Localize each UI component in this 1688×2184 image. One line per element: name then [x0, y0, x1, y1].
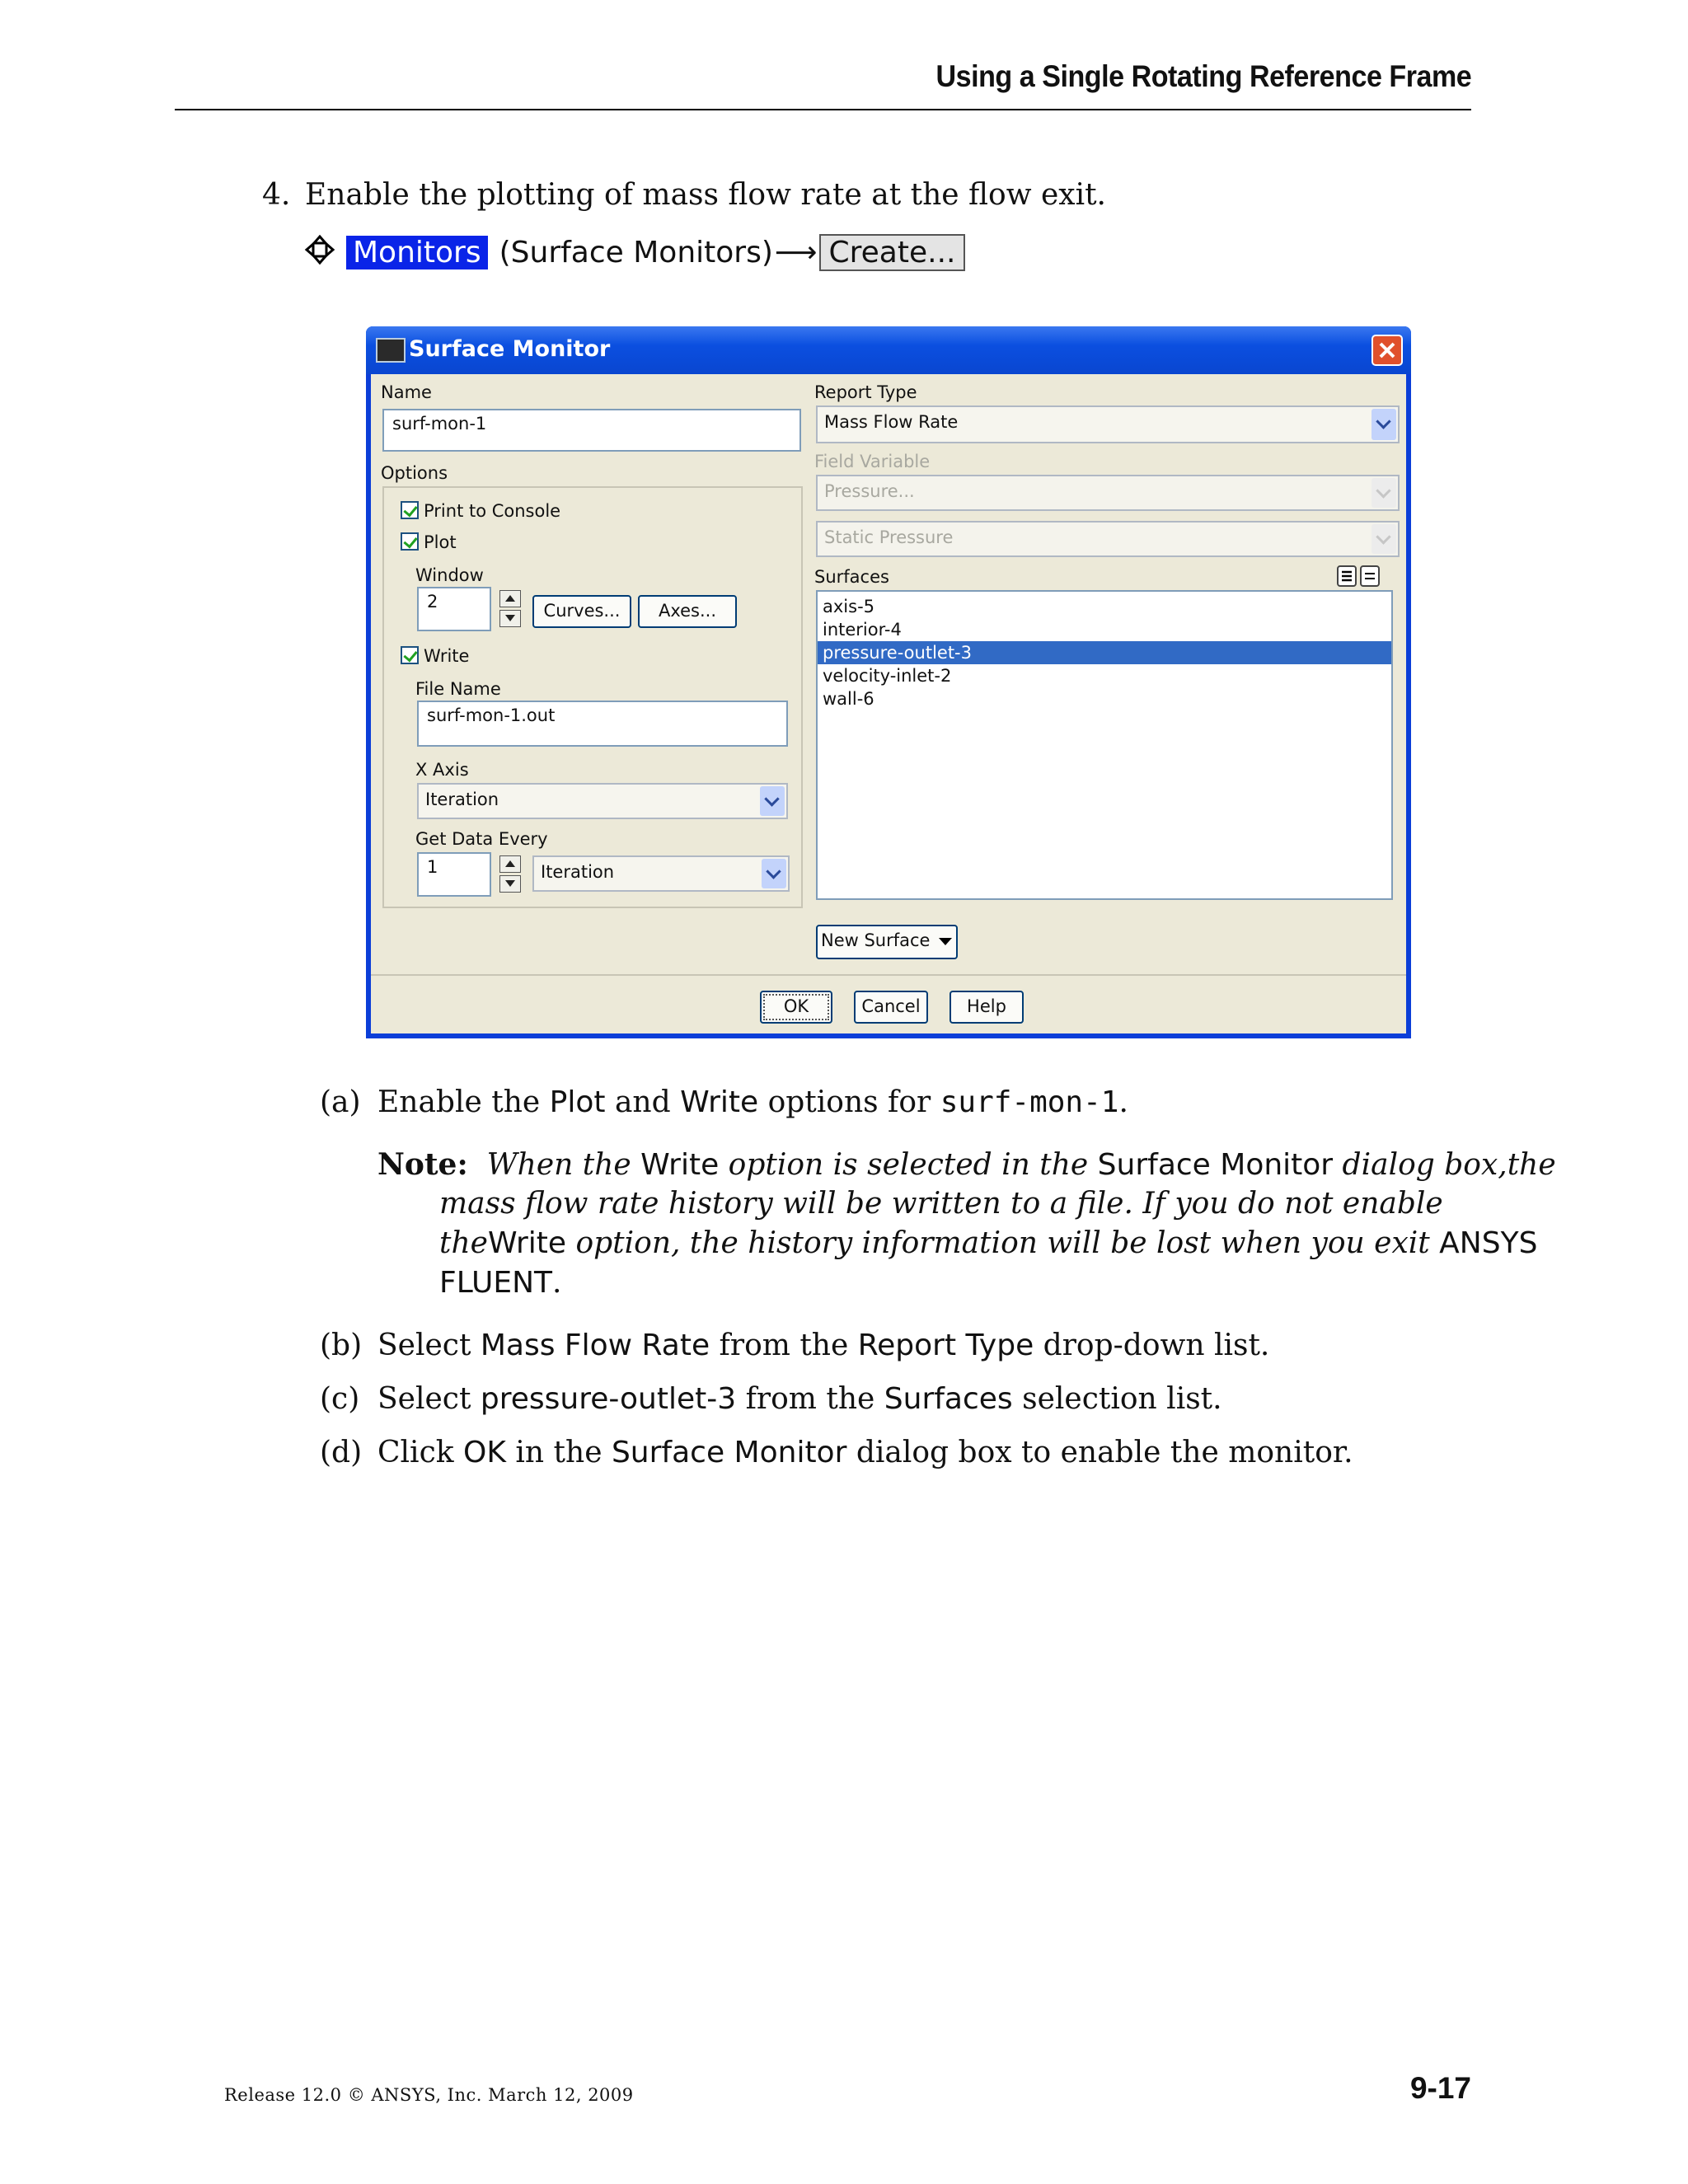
running-header: Using a Single Rotating Reference Frame — [935, 59, 1471, 93]
new-surface-label: New Surface — [821, 930, 931, 950]
window-field[interactable]: 2 — [417, 587, 491, 631]
field-variable-sub-value: Static Pressure — [824, 527, 954, 547]
print-to-console-label: Print to Console — [424, 501, 561, 521]
name-field[interactable]: surf-mon-1 — [382, 409, 801, 452]
item-c-text: Select pressure-outlet-3 from the Surfaces selection list. — [377, 1382, 1222, 1416]
surfaces-label: Surfaces — [814, 567, 889, 587]
get-data-every-unit-value: Iteration — [541, 862, 615, 882]
report-type-label: Report Type — [814, 382, 917, 402]
cancel-button[interactable]: Cancel — [854, 991, 928, 1024]
window-spinner[interactable] — [499, 590, 521, 628]
step-number: 4. — [262, 178, 291, 212]
list-item-selected[interactable]: pressure-outlet-3 — [818, 641, 1391, 664]
surfaces-list[interactable] — [816, 590, 1393, 900]
surface-monitor-dialog — [366, 326, 1411, 1038]
navigation-path — [346, 232, 965, 272]
field-variable-dropdown — [816, 475, 1400, 511]
list-item[interactable]: axis-5 — [823, 597, 875, 616]
item-c-marker: (c) — [320, 1382, 360, 1416]
select-all-icon[interactable] — [1337, 565, 1357, 587]
chevron-down-icon — [1372, 478, 1396, 508]
options-label: Options — [381, 463, 448, 483]
deselect-all-icon[interactable] — [1360, 565, 1380, 587]
chevron-down-icon — [762, 859, 786, 888]
x-axis-label: X Axis — [415, 760, 469, 780]
item-b-marker: (b) — [320, 1329, 363, 1362]
caret-down-icon — [939, 938, 952, 945]
new-surface-button[interactable] — [816, 925, 958, 959]
item-d-marker: (d) — [320, 1436, 363, 1469]
create-button[interactable]: Create... — [819, 234, 966, 271]
note-line-3: theWrite option, the history information will be lost when you exit ANSYS — [439, 1226, 1538, 1260]
nav-arrow: ⟶ — [774, 235, 818, 269]
chevron-down-icon — [1372, 409, 1396, 440]
note-line-2: mass flow rate history will be written to a file. If you do not enable — [439, 1187, 1443, 1221]
field-variable-sub-dropdown — [816, 521, 1400, 557]
file-name-label: File Name — [415, 679, 501, 699]
help-button[interactable]: Help — [950, 991, 1024, 1024]
plot-checkbox[interactable] — [401, 532, 419, 551]
dialog-title: Surface Monitor — [409, 336, 611, 362]
list-item[interactable]: interior-4 — [823, 620, 902, 640]
get-data-every-field[interactable]: 1 — [417, 852, 491, 897]
window-label: Window — [415, 565, 484, 585]
list-item[interactable]: wall-6 — [823, 689, 874, 709]
list-item[interactable]: velocity-inlet-2 — [823, 666, 952, 686]
item-d-text: Click OK in the Surface Monitor dialog box to enable the monitor. — [377, 1436, 1353, 1469]
item-a-marker: (a) — [320, 1085, 361, 1119]
app-icon — [376, 338, 406, 363]
field-variable-value: Pressure... — [824, 481, 915, 501]
note-line-1: Note: When the Write option is selected in the Surface Monitor dialog box,the — [377, 1147, 1556, 1182]
report-type-dropdown[interactable] — [816, 405, 1400, 443]
dialog-titlebar[interactable] — [366, 326, 1411, 374]
item-a-text: Enable the Plot and Write options for surf-mon-1. — [377, 1085, 1128, 1119]
chevron-down-icon — [1372, 524, 1396, 554]
get-data-every-unit-dropdown[interactable] — [532, 855, 790, 892]
report-type-value: Mass Flow Rate — [824, 412, 959, 432]
ok-button[interactable]: OK — [760, 991, 832, 1024]
plot-label: Plot — [424, 532, 457, 552]
tree-navigation-icon — [303, 233, 336, 266]
dialog-body — [371, 374, 1406, 1033]
get-data-every-label: Get Data Every — [415, 829, 548, 849]
field-variable-label: Field Variable — [814, 452, 931, 471]
print-to-console-checkbox[interactable] — [401, 501, 419, 519]
x-axis-dropdown[interactable] — [417, 783, 788, 819]
close-icon[interactable] — [1372, 335, 1403, 366]
curves-button[interactable]: Curves... — [532, 595, 631, 628]
nav-path-text: (Surface Monitors) — [499, 235, 773, 269]
note-line-4: FLUENT. — [439, 1266, 562, 1300]
page-number: 9-17 — [1409, 2071, 1471, 2105]
button-separator — [371, 974, 1406, 976]
monitors-tree-link[interactable]: Monitors — [346, 236, 488, 269]
x-axis-value: Iteration — [425, 790, 499, 809]
get-data-every-spinner[interactable] — [499, 855, 521, 893]
file-name-field[interactable]: surf-mon-1.out — [417, 701, 788, 747]
footer-release: Release 12.0 © ANSYS, Inc. March 12, 2009 — [224, 2085, 634, 2105]
chevron-down-icon — [760, 786, 785, 816]
step-text: Enable the plotting of mass flow rate at the flow exit. — [305, 178, 1106, 212]
note-label: Note: — [377, 1147, 468, 1182]
write-checkbox[interactable] — [401, 646, 419, 664]
item-b-text: Select Mass Flow Rate from the Report Type drop-down list. — [377, 1329, 1270, 1362]
axes-button[interactable]: Axes... — [638, 595, 737, 628]
header-rule — [175, 109, 1471, 110]
write-label: Write — [424, 646, 470, 666]
name-label: Name — [381, 382, 432, 402]
